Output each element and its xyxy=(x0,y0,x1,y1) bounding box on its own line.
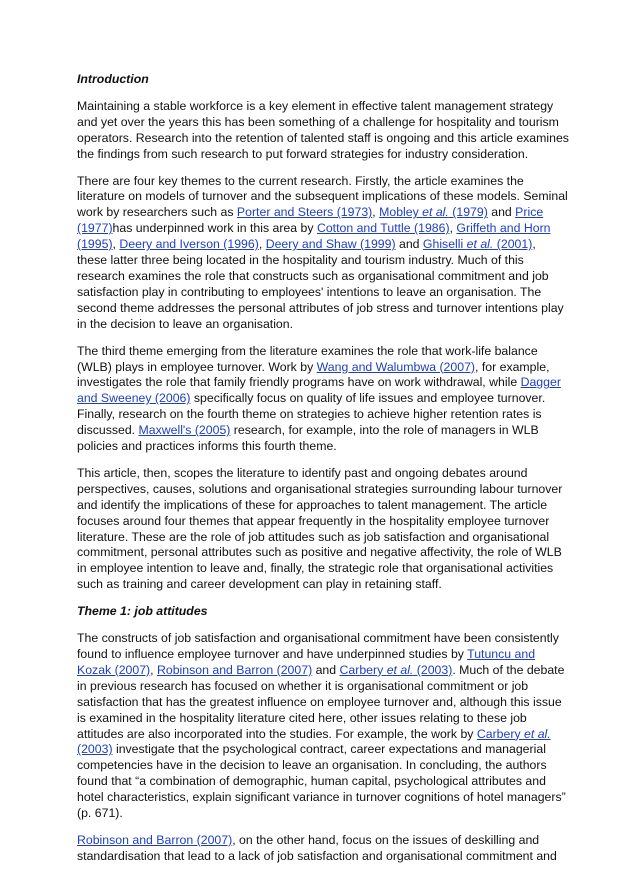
link-text-italic: et al. xyxy=(386,662,414,677)
text-run: , xyxy=(258,237,266,252)
intro-paragraph-4: This article, then, scopes the literature to identify past and ongoing debates around perspectives, causes, solutions and organisational strategies surrounding labour turnover and identify the implications of these for approaches to talent management. The article focuses around four themes that appear frequently in the hospitality employee turnover literature. These are the role of job attitudes such as job satisfaction and organisational commitment, personal attributes such as positive and negative affectivity, the role of WLB in employee intention to leave and, finally, the strategic role that organisational activities such as training and career development can play in retaining staff. xyxy=(77,465,563,592)
text-run: research, for example, into the role of managers in WLB policies and practices informs this fourth theme. xyxy=(77,423,539,454)
link-text: Carbery xyxy=(476,726,525,741)
citation-link-maxwell[interactable]: Maxwell's (2005) xyxy=(138,423,231,438)
citation-link-robinson-barron[interactable]: Robinson and Barron (2007) xyxy=(156,662,313,677)
document-page xyxy=(77,72,569,876)
intro-paragraph-3 xyxy=(77,344,569,455)
citation-link-mobley[interactable] xyxy=(379,205,488,219)
text-run: , xyxy=(150,662,157,677)
theme-1-paragraph-1 xyxy=(77,631,569,822)
link-text: (2003) xyxy=(413,662,453,677)
text-run: and xyxy=(487,205,516,220)
citation-link-tutuncu-kozak[interactable]: Tutuncu and Kozak (2007) xyxy=(77,647,536,677)
text-run: The third theme emerging from the literature examines the role that work-life balance (WLB) plays in employee turnover. Work by xyxy=(77,343,538,374)
link-text: (2001) xyxy=(493,237,533,252)
intro-paragraph-2 xyxy=(77,174,569,333)
theme-1-paragraph-2 xyxy=(77,833,569,865)
citation-link-wang-walumbwa[interactable]: Wang and Walumbwa (2007) xyxy=(316,359,475,374)
citation-link-ghiselli[interactable] xyxy=(423,237,532,251)
text-run: There are four key themes to the current research. Firstly, the article examines the literature on models of turnover and the subsequent implications of these models. Seminal work by researchers such as xyxy=(77,173,568,220)
link-text: Ghiselli xyxy=(422,237,467,252)
link-text: Mobley xyxy=(379,205,423,220)
text-run: has underpinned work in this area by xyxy=(112,221,317,236)
theme-1-heading: Theme 1: job attitudes xyxy=(77,604,208,619)
text-run: , xyxy=(449,221,457,236)
citation-link-porter-steers[interactable]: Porter and Steers (1973) xyxy=(236,205,373,220)
text-run: The constructs of job satisfaction and organisational commitment have been consistently found to influence employee turnover and have underpinned studies by xyxy=(77,631,559,661)
link-text: Carbery xyxy=(339,662,387,677)
text-run: investigate that the psychological contract, career expectations and managerial competencies have in the decision to leave an organisation. In concluding, the authors found that “a combination of demographic, human capital, psychological attributes and hotel characteristics, explain significant variance in turnover cognitions of hotel managers” (p. 671). xyxy=(77,742,566,821)
link-text-italic: et al. xyxy=(524,726,551,741)
citation-link-cotton-tuttle[interactable]: Cotton and Tuttle (1986) xyxy=(316,221,450,236)
text-run: , for example, investigates the role that family friendly programs have on work withdrawal, while xyxy=(77,359,550,390)
citation-link-deery-shaw[interactable]: Deery and Shaw (1999) xyxy=(265,237,396,252)
citation-link-dagger-sweeney[interactable]: Dagger and Sweeney (2006) xyxy=(77,375,561,406)
link-text-italic: et al. xyxy=(466,237,494,252)
link-text: (2003) xyxy=(77,742,113,757)
link-text-italic: et al. xyxy=(422,205,449,220)
text-run: , xyxy=(112,237,120,252)
citation-link-deery-iverson[interactable]: Deery and Iverson (1996) xyxy=(119,237,259,252)
link-text: (1979) xyxy=(448,205,488,220)
text-run: and xyxy=(312,662,340,677)
text-run: , xyxy=(372,205,380,220)
citation-link-carbery[interactable] xyxy=(340,663,453,677)
citation-link-robinson-barron-2[interactable]: Robinson and Barron (2007) xyxy=(77,832,233,847)
citation-link-griffeth-horn[interactable]: Griffeth and Horn (1995) xyxy=(77,221,551,252)
text-run: and xyxy=(395,237,423,252)
introduction-heading: Introduction xyxy=(77,72,149,86)
text-run: , these latter three being located in the hospitality and tourism industry. Much of this research examines the role that constructs such as organisational commitment and job satisfaction play in contributing to employees' intentions to leave an organisation. The second theme addresses the personal attributes of job stress and turnover intentions play in the decision to leave an organisation. xyxy=(77,237,564,331)
text-run: , on the other hand, focus on the issues of deskilling and standardisation that lead to a lack of job satisfaction and organisational commitment and xyxy=(77,832,557,863)
citation-link-price[interactable]: Price (1977) xyxy=(77,205,544,236)
text-run: specifically focus on quality of life issues and employee turnover. Finally, research on the fourth theme on strategies to achieve higher retention rates is discussed. xyxy=(77,391,546,438)
intro-paragraph-1: Maintaining a stable workforce is a key element in effective talent management strategy and yet over the years this has been something of a challenge for hospitality and tourism operators. Research into the retention of talented staff is ongoing and this article examines the findings from such research to put forward strategies for industry consideration. xyxy=(77,98,569,161)
text-run: . Much of the debate in previous research has focused on whether it is organisational commitment or job satisfaction that has the greatest influence on employee turnover and, although this issue is examined in the hospitality literature cited here, other issues relating to these job attitudes are also incorporated into the studies. For example, the work by xyxy=(77,662,565,741)
